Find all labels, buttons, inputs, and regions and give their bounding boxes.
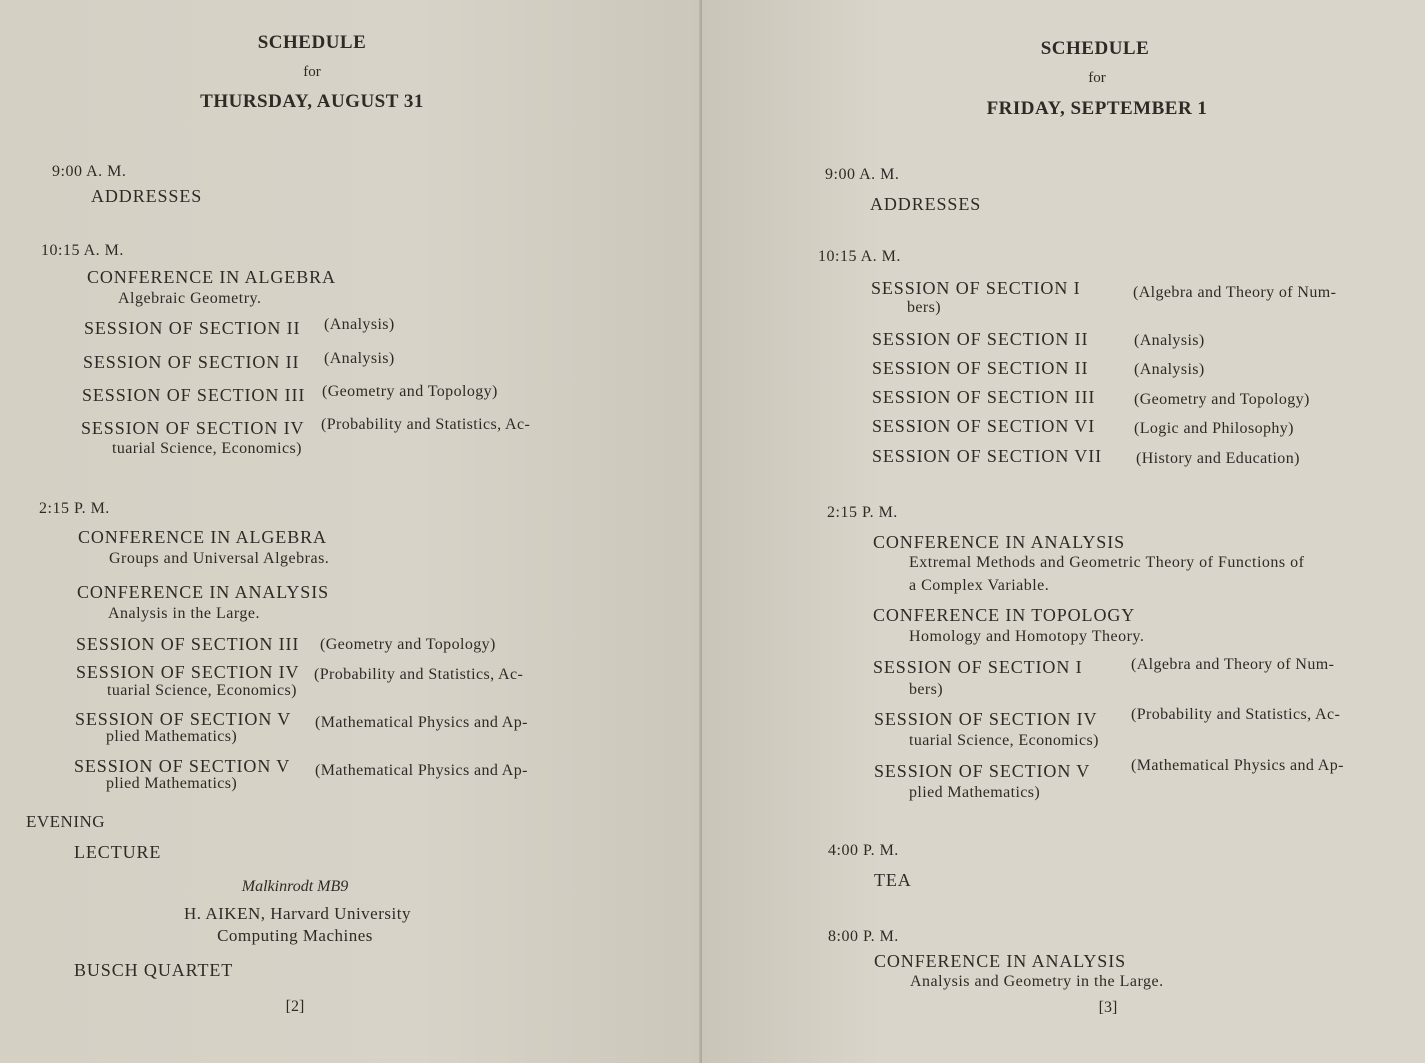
left-1015-session-topic-cont: tuarial Science, Economics) <box>112 440 302 457</box>
left-215-session-label: SESSION OF SECTION V <box>74 756 291 776</box>
left-evening-heading: EVENING <box>26 812 106 831</box>
left-schedule-title: SCHEDULE <box>257 32 367 53</box>
right-1015-session-topic: (History and Education) <box>1136 450 1300 467</box>
right-215-session-label: SESSION OF SECTION IV <box>874 709 1098 729</box>
right-for-label: for <box>1088 70 1106 86</box>
left-1015-conference-topic: Algebraic Geometry. <box>118 290 262 307</box>
left-1015-session-topic: (Geometry and Topology) <box>322 383 498 400</box>
right-215-session-topic: (Algebra and Theory of Num- <box>1131 656 1335 673</box>
left-page <box>0 0 702 1063</box>
right-215-session-topic-cont: tuarial Science, Economics) <box>909 732 1099 749</box>
left-215-session-topic: (Mathematical Physics and Ap- <box>315 762 528 779</box>
left-1015-session-label: SESSION OF SECTION III <box>82 385 306 405</box>
right-day-heading: FRIDAY, SEPTEMBER 1 <box>986 98 1208 119</box>
left-time-215: 2:15 P. M. <box>39 500 110 517</box>
left-215-session-topic: (Mathematical Physics and Ap- <box>315 714 528 731</box>
left-900-addresses: ADDRESSES <box>91 186 203 206</box>
right-215-conference: CONFERENCE IN ANALYSIS <box>873 532 1126 552</box>
right-215-session-topic: (Mathematical Physics and Ap- <box>1131 757 1344 774</box>
right-1015-session-topic: (Geometry and Topology) <box>1134 391 1310 408</box>
right-tea: TEA <box>874 870 912 890</box>
right-215-conference-topic: Extremal Methods and Geometric Theory of Functions of <box>909 554 1305 571</box>
left-1015-session-label: SESSION OF SECTION II <box>83 352 300 372</box>
left-215-session-topic: (Probability and Statistics, Ac- <box>314 666 524 683</box>
right-1015-session-topic: (Logic and Philosophy) <box>1134 420 1294 437</box>
right-time-400: 4:00 P. M. <box>828 842 899 859</box>
right-215-session-topic-cont: plied Mathematics) <box>909 784 1041 801</box>
right-time-215: 2:15 P. M. <box>827 504 898 521</box>
right-page-number: [3] <box>1098 999 1118 1016</box>
right-800-conference-topic: Analysis and Geometry in the Large. <box>910 973 1164 990</box>
left-page-number: [2] <box>285 998 305 1015</box>
right-1015-session-label: SESSION OF SECTION I <box>871 278 1081 298</box>
left-1015-session-topic: (Analysis) <box>324 316 395 333</box>
right-215-session-topic-cont: bers) <box>909 681 943 698</box>
left-for-label: for <box>303 64 321 80</box>
right-1015-session-topic: (Algebra and Theory of Num- <box>1133 284 1337 301</box>
left-215-session-topic: (Geometry and Topology) <box>320 636 496 653</box>
left-1015-session-label: SESSION OF SECTION II <box>84 318 301 338</box>
left-215-conference-topic: Groups and Universal Algebras. <box>109 550 330 567</box>
right-215-conference-topic: Homology and Homotopy Theory. <box>909 628 1145 645</box>
left-215-conference: CONFERENCE IN ANALYSIS <box>77 582 330 602</box>
left-215-session-label: SESSION OF SECTION III <box>76 634 300 654</box>
right-1015-session-topic: (Analysis) <box>1134 332 1205 349</box>
right-1015-session-label: SESSION OF SECTION III <box>872 387 1096 407</box>
right-800-conference: CONFERENCE IN ANALYSIS <box>874 951 1127 971</box>
right-1015-session-label: SESSION OF SECTION II <box>872 358 1089 378</box>
left-lecture-speaker: H. AIKEN, Harvard University <box>184 904 411 923</box>
left-day-heading: THURSDAY, AUGUST 31 <box>200 91 424 112</box>
right-1015-session-topic-cont: bers) <box>907 299 941 316</box>
right-1015-session-label: SESSION OF SECTION VII <box>872 446 1102 466</box>
left-215-session-label: SESSION OF SECTION V <box>75 709 292 729</box>
right-1015-session-topic: (Analysis) <box>1134 361 1205 378</box>
right-215-session-topic: (Probability and Statistics, Ac- <box>1131 706 1341 723</box>
left-215-session-label: SESSION OF SECTION IV <box>76 662 300 682</box>
left-lecture-title: Computing Machines <box>217 926 373 945</box>
left-time-900: 9:00 A. M. <box>52 163 127 180</box>
right-time-1015: 10:15 A. M. <box>818 248 901 265</box>
left-215-session-topic-cont: plied Mathematics) <box>106 775 238 792</box>
right-time-800: 8:00 P. M. <box>828 928 899 945</box>
left-215-session-topic-cont: tuarial Science, Economics) <box>107 682 297 699</box>
left-215-session-topic-cont: plied Mathematics) <box>106 728 238 745</box>
left-215-conference-topic: Analysis in the Large. <box>108 605 261 622</box>
right-215-conference-topic-cont: a Complex Variable. <box>909 577 1050 594</box>
right-215-session-label: SESSION OF SECTION V <box>874 761 1091 781</box>
right-215-session-label: SESSION OF SECTION I <box>873 657 1083 677</box>
right-time-900: 9:00 A. M. <box>825 166 900 183</box>
right-schedule-title: SCHEDULE <box>1040 38 1150 59</box>
left-1015-conference: CONFERENCE IN ALGEBRA <box>87 267 336 287</box>
left-1015-session-topic: (Probability and Statistics, Ac- <box>321 416 531 433</box>
right-215-conference: CONFERENCE IN TOPOLOGY <box>873 605 1136 625</box>
left-time-1015: 10:15 A. M. <box>41 242 124 259</box>
left-1015-session-topic: (Analysis) <box>324 350 395 367</box>
right-900-addresses: ADDRESSES <box>870 194 982 214</box>
right-1015-session-label: SESSION OF SECTION VI <box>872 416 1096 436</box>
left-lecture-room: Malkinrodt MB9 <box>241 878 349 895</box>
left-215-conference: CONFERENCE IN ALGEBRA <box>78 527 327 547</box>
right-1015-session-label: SESSION OF SECTION II <box>872 329 1089 349</box>
left-lecture-label: LECTURE <box>74 842 162 862</box>
right-page <box>702 0 1425 1063</box>
left-1015-session-label: SESSION OF SECTION IV <box>81 418 305 438</box>
left-busch-quartet: BUSCH QUARTET <box>74 960 234 980</box>
